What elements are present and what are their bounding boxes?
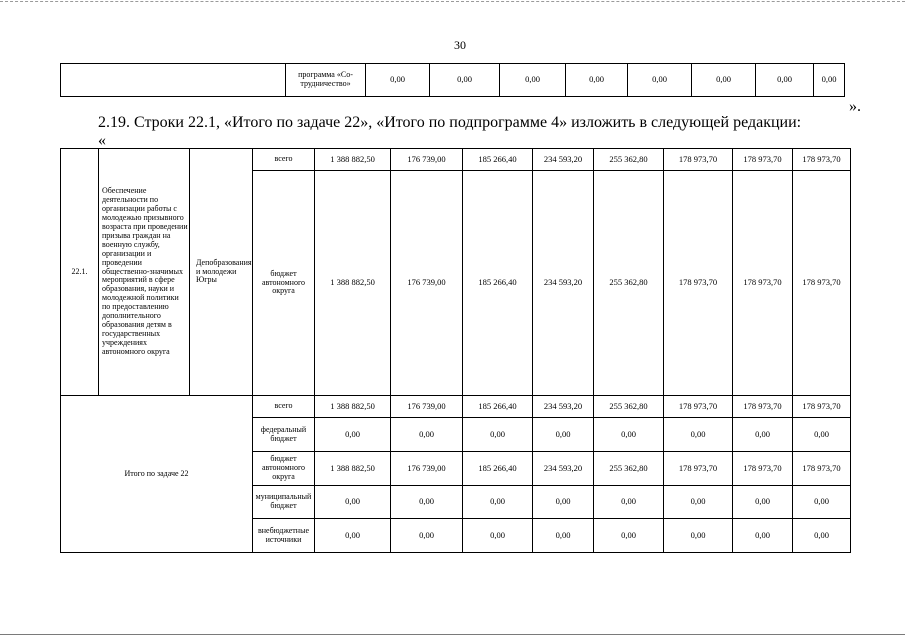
value-cell: 178 973,70 [733, 149, 793, 171]
table-row [61, 396, 851, 418]
closing-quote: ». [849, 98, 861, 115]
funding-source: бюджет автономного округа [253, 171, 315, 396]
value-cell: 0,00 [594, 418, 664, 452]
value-cell: 178 973,70 [664, 452, 733, 486]
value-cell: 1 388 882,50 [315, 396, 391, 418]
value-cell: 0,00 [533, 418, 594, 452]
value-cell: 0,00 [733, 486, 793, 519]
value-cell: 0,00 [814, 64, 845, 97]
value-cell: 178 973,70 [793, 396, 851, 418]
value-cell: 185 266,40 [463, 452, 533, 486]
value-cell: 0,00 [733, 418, 793, 452]
activity-description: Обеспечение деятельности по организации работы с молодежью призывного возраста при проведении призыва граждан на военную службу, организации и проведении общественно-значимых мероприятий в сфере образования, науки и молодежной политики по предоставлению дополнительного образования детям в государственных учреждениях автономного округа [99, 149, 190, 396]
value-cell: 0,00 [315, 519, 391, 553]
value-cell: 178 973,70 [664, 171, 733, 396]
continuation-label: программа «Со-трудничество» [286, 64, 366, 97]
page-number: 30 [454, 38, 466, 52]
value-cell: 176 739,00 [391, 452, 463, 486]
value-cell: 176 739,00 [391, 149, 463, 171]
value-cell: 0,00 [533, 519, 594, 553]
value-cell: 234 593,20 [533, 149, 594, 171]
funding-source: федеральный бюджет [253, 418, 315, 452]
value-cell: 1 388 882,50 [315, 452, 391, 486]
value-cell: 178 973,70 [793, 171, 851, 396]
value-cell: 178 973,70 [733, 452, 793, 486]
value-cell: 0,00 [628, 64, 692, 97]
value-cell: 0,00 [594, 519, 664, 553]
value-cell: 0,00 [733, 519, 793, 553]
value-cell: 178 973,70 [733, 171, 793, 396]
value-cell: 178 973,70 [793, 149, 851, 171]
value-cell: 0,00 [315, 418, 391, 452]
value-cell: 0,00 [391, 486, 463, 519]
value-cell: 0,00 [366, 64, 430, 97]
value-cell: 0,00 [463, 486, 533, 519]
value-cell: 176 739,00 [391, 171, 463, 396]
value-cell: 185 266,40 [463, 149, 533, 171]
value-cell: 0,00 [391, 519, 463, 553]
value-cell: 0,00 [533, 486, 594, 519]
scan-edge-bottom [0, 634, 905, 635]
value-cell: 255 362,80 [594, 452, 664, 486]
value-cell: 255 362,80 [594, 149, 664, 171]
scan-edge-top [0, 1, 905, 2]
program-table [60, 148, 851, 553]
executor: Депобразования и молодежи Югры [190, 149, 253, 396]
value-cell: 0,00 [664, 486, 733, 519]
value-cell: 0,00 [463, 519, 533, 553]
value-cell: 255 362,80 [594, 171, 664, 396]
row-number: 22.1. [61, 149, 99, 396]
value-cell: 234 593,20 [533, 396, 594, 418]
continuation-row [61, 64, 845, 97]
value-cell: 234 593,20 [533, 171, 594, 396]
value-cell: 0,00 [566, 64, 628, 97]
funding-source: всего [253, 149, 315, 171]
value-cell: 0,00 [793, 519, 851, 553]
value-cell: 0,00 [664, 519, 733, 553]
value-cell: 176 739,00 [391, 396, 463, 418]
value-cell: 185 266,40 [463, 396, 533, 418]
continuation-table [60, 63, 845, 97]
value-cell: 255 362,80 [594, 396, 664, 418]
value-cell: 0,00 [500, 64, 566, 97]
value-cell: 0,00 [793, 418, 851, 452]
value-cell: 0,00 [315, 486, 391, 519]
value-cell: 0,00 [692, 64, 756, 97]
value-cell: 0,00 [756, 64, 814, 97]
funding-source: всего [253, 396, 315, 418]
opening-quote: « [98, 132, 106, 149]
value-cell: 234 593,20 [533, 452, 594, 486]
funding-source: внебюджетные источники [253, 519, 315, 553]
section-heading: 2.19. Строки 22.1, «Итого по задаче 22», «Итого по подпрограмме 4» изложить в следующей редакции: [98, 114, 802, 131]
continuation-empty-cell [61, 64, 286, 97]
value-cell: 0,00 [594, 486, 664, 519]
value-cell: 0,00 [664, 418, 733, 452]
value-cell: 0,00 [463, 418, 533, 452]
value-cell: 1 388 882,50 [315, 171, 391, 396]
value-cell: 178 973,70 [664, 149, 733, 171]
value-cell: 1 388 882,50 [315, 149, 391, 171]
value-cell: 185 266,40 [463, 171, 533, 396]
value-cell: 178 973,70 [664, 396, 733, 418]
value-cell: 0,00 [391, 418, 463, 452]
value-cell: 178 973,70 [733, 396, 793, 418]
total-label: Итого по задаче 22 [61, 396, 253, 553]
value-cell: 0,00 [793, 486, 851, 519]
funding-source: муниципальный бюджет [253, 486, 315, 519]
value-cell: 0,00 [430, 64, 500, 97]
table-row [61, 149, 851, 171]
funding-source: бюджет автономного округа [253, 452, 315, 486]
value-cell: 178 973,70 [793, 452, 851, 486]
